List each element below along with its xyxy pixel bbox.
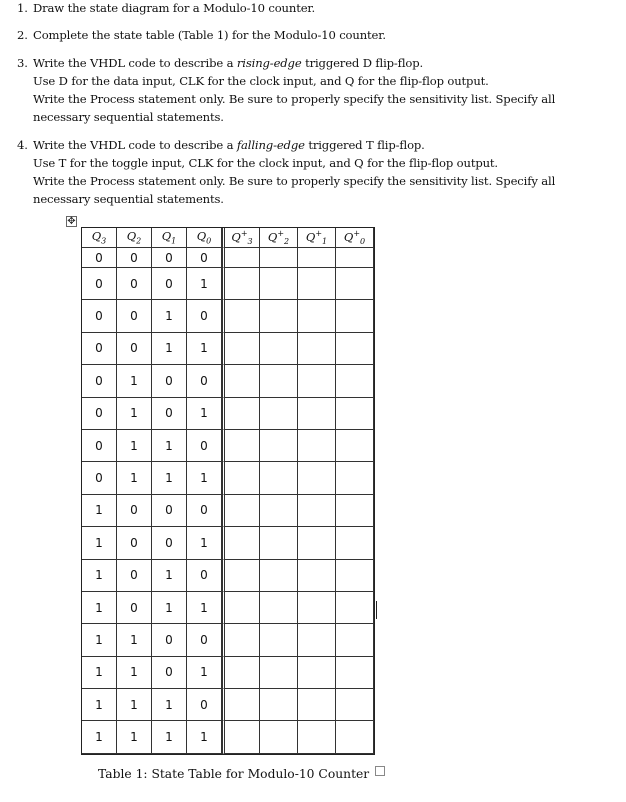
next-state-cell[interactable] bbox=[298, 657, 336, 689]
table-row bbox=[82, 657, 374, 689]
table-row bbox=[82, 300, 374, 332]
next-state-cell[interactable] bbox=[298, 495, 336, 527]
next-state-cell[interactable] bbox=[222, 462, 260, 494]
next-state-cell[interactable] bbox=[260, 268, 298, 300]
next-state-cell[interactable] bbox=[222, 657, 260, 689]
present-state-cell: 0 bbox=[152, 268, 187, 300]
next-state-cell[interactable] bbox=[260, 624, 298, 656]
header-base: Q bbox=[267, 229, 278, 244]
next-state-cell[interactable] bbox=[260, 689, 298, 721]
table-row bbox=[82, 560, 374, 592]
next-state-cell[interactable] bbox=[260, 365, 298, 397]
next-state-cell[interactable] bbox=[260, 398, 298, 430]
present-state-cell: 1 bbox=[82, 721, 117, 753]
next-state-cell[interactable] bbox=[336, 592, 374, 624]
next-state-cell[interactable] bbox=[260, 592, 298, 624]
table-row bbox=[82, 365, 374, 397]
present-state-cell: 0 bbox=[187, 624, 222, 656]
next-state-cell[interactable] bbox=[336, 268, 374, 300]
header-subscript: 3 bbox=[247, 237, 253, 247]
question-text-line-2: Use T for the toggle input, CLK for the clock input, and Q for the flip-flop output. bbox=[33, 156, 498, 170]
header-base: Q bbox=[196, 229, 207, 244]
next-state-cell[interactable] bbox=[336, 721, 374, 753]
text-cursor bbox=[376, 601, 377, 619]
table-row bbox=[82, 721, 374, 753]
present-state-cell: 0 bbox=[117, 300, 152, 332]
present-state-cell: 0 bbox=[117, 560, 152, 592]
present-state-cell: 1 bbox=[152, 333, 187, 365]
next-state-cell[interactable] bbox=[298, 527, 336, 559]
present-state-cell: 1 bbox=[187, 398, 222, 430]
question-number: 1. bbox=[17, 1, 28, 15]
present-state-cell: 1 bbox=[82, 592, 117, 624]
present-state-cell: 0 bbox=[82, 300, 117, 332]
present-state-cell: 1 bbox=[152, 592, 187, 624]
header-subscript: 2 bbox=[136, 236, 142, 246]
table-row bbox=[82, 333, 374, 365]
present-state-cell: 0 bbox=[82, 462, 117, 494]
text-fragment: Write the VHDL code to describe a bbox=[33, 138, 237, 152]
table-resize-handle[interactable] bbox=[375, 766, 385, 776]
header-subscript: 1 bbox=[171, 236, 177, 246]
present-state-cell: 1 bbox=[187, 333, 222, 365]
present-state-cell: 1 bbox=[82, 560, 117, 592]
present-state-cell: 1 bbox=[82, 495, 117, 527]
emphasis-text: rising-edge bbox=[236, 56, 302, 70]
next-state-cell[interactable] bbox=[336, 398, 374, 430]
next-state-cell[interactable] bbox=[222, 333, 260, 365]
next-state-cell[interactable] bbox=[336, 689, 374, 721]
present-state-cell: 1 bbox=[187, 462, 222, 494]
header-subscript: 0 bbox=[206, 236, 212, 246]
present-state-cell: 0 bbox=[152, 365, 187, 397]
present-state-cell: 1 bbox=[117, 398, 152, 430]
question-text-line-2: Use D for the data input, CLK for the clock input, and Q for the flip-flop output. bbox=[33, 74, 489, 88]
next-state-cell[interactable] bbox=[336, 333, 374, 365]
present-state-cell: 0 bbox=[152, 495, 187, 527]
next-state-cell[interactable] bbox=[260, 560, 298, 592]
header-subscript: 3 bbox=[101, 236, 107, 246]
next-state-cell[interactable] bbox=[336, 624, 374, 656]
header-base: Q bbox=[343, 229, 354, 244]
next-state-cell[interactable] bbox=[260, 248, 298, 268]
next-state-cell[interactable] bbox=[222, 495, 260, 527]
table-row bbox=[82, 430, 374, 462]
next-state-cell[interactable] bbox=[222, 268, 260, 300]
column-header bbox=[117, 228, 152, 248]
next-state-cell[interactable] bbox=[260, 657, 298, 689]
header-subscript: 2 bbox=[284, 237, 290, 247]
next-state-cell[interactable] bbox=[222, 300, 260, 332]
header-superscript: + bbox=[277, 228, 285, 238]
next-state-cell[interactable] bbox=[336, 560, 374, 592]
next-state-cell[interactable] bbox=[222, 365, 260, 397]
next-state-cell[interactable] bbox=[222, 721, 260, 753]
header-superscript: + bbox=[240, 228, 248, 238]
next-state-cell[interactable] bbox=[260, 462, 298, 494]
header-base: Q bbox=[161, 229, 172, 244]
next-state-cell[interactable] bbox=[336, 495, 374, 527]
next-state-cell[interactable] bbox=[222, 689, 260, 721]
next-state-cell[interactable] bbox=[298, 300, 336, 332]
present-state-cell: 0 bbox=[187, 365, 222, 397]
column-header bbox=[222, 228, 260, 248]
next-state-cell[interactable] bbox=[260, 495, 298, 527]
emphasis-text: falling-edge bbox=[236, 138, 305, 152]
next-state-cell[interactable] bbox=[222, 624, 260, 656]
next-state-cell[interactable] bbox=[260, 721, 298, 753]
next-state-cell[interactable] bbox=[260, 430, 298, 462]
table-row bbox=[82, 624, 374, 656]
present-state-cell: 0 bbox=[152, 248, 187, 268]
text-fragment: triggered D flip-flop. bbox=[301, 56, 424, 70]
table-row bbox=[82, 268, 374, 300]
present-state-cell: 1 bbox=[117, 721, 152, 753]
present-state-cell: 0 bbox=[117, 248, 152, 268]
present-state-cell: 1 bbox=[82, 624, 117, 656]
present-state-cell: 0 bbox=[82, 398, 117, 430]
next-state-cell[interactable] bbox=[222, 248, 260, 268]
present-state-cell: 0 bbox=[187, 495, 222, 527]
next-state-cell[interactable] bbox=[298, 462, 336, 494]
present-state-cell: 0 bbox=[117, 495, 152, 527]
present-state-cell: 1 bbox=[117, 365, 152, 397]
text-fragment: triggered T flip-flop. bbox=[304, 138, 425, 152]
present-state-cell: 1 bbox=[117, 462, 152, 494]
question-number: 2. bbox=[17, 28, 28, 42]
present-state-cell: 1 bbox=[152, 430, 187, 462]
table-move-handle-icon[interactable]: ✥ bbox=[67, 216, 76, 227]
present-state-cell: 1 bbox=[152, 721, 187, 753]
column-header bbox=[336, 228, 374, 248]
present-state-cell: 0 bbox=[82, 430, 117, 462]
present-state-cell: 0 bbox=[82, 333, 117, 365]
table-row bbox=[82, 592, 374, 624]
next-state-cell[interactable] bbox=[298, 430, 336, 462]
next-state-cell[interactable] bbox=[298, 248, 336, 268]
present-state-cell: 0 bbox=[152, 398, 187, 430]
next-state-cell[interactable] bbox=[260, 527, 298, 559]
next-state-cell[interactable] bbox=[298, 333, 336, 365]
column-header bbox=[152, 228, 187, 248]
present-state-cell: 1 bbox=[82, 657, 117, 689]
state-table[interactable] bbox=[81, 227, 375, 755]
next-state-cell[interactable] bbox=[298, 592, 336, 624]
present-state-cell: 0 bbox=[82, 268, 117, 300]
present-state-cell: 1 bbox=[82, 689, 117, 721]
present-state-cell: 0 bbox=[187, 430, 222, 462]
present-state-cell: 0 bbox=[82, 248, 117, 268]
present-state-cell: 1 bbox=[187, 592, 222, 624]
table-body bbox=[82, 248, 374, 754]
next-state-cell[interactable] bbox=[336, 300, 374, 332]
present-state-cell: 0 bbox=[152, 527, 187, 559]
next-state-cell[interactable] bbox=[222, 398, 260, 430]
table-row bbox=[82, 462, 374, 494]
present-state-cell: 1 bbox=[117, 430, 152, 462]
next-state-cell[interactable] bbox=[336, 430, 374, 462]
header-base: Q bbox=[305, 229, 316, 244]
present-state-cell: 1 bbox=[152, 560, 187, 592]
present-state-cell: 1 bbox=[187, 721, 222, 753]
next-state-cell[interactable] bbox=[260, 300, 298, 332]
question-number: 3. bbox=[17, 56, 28, 70]
present-state-cell: 0 bbox=[117, 592, 152, 624]
table-header-row bbox=[82, 228, 374, 248]
header-subscript: 0 bbox=[360, 237, 366, 247]
next-state-cell[interactable] bbox=[336, 657, 374, 689]
question-text-line-3: Write the Process statement only. Be sure to properly specify the sensitivity list. Specify all necessary sequential statements. bbox=[33, 92, 556, 124]
next-state-cell[interactable] bbox=[222, 592, 260, 624]
table-row bbox=[82, 689, 374, 721]
present-state-cell: 0 bbox=[117, 268, 152, 300]
present-state-cell: 0 bbox=[187, 560, 222, 592]
header-superscript: + bbox=[353, 228, 361, 238]
present-state-cell: 0 bbox=[187, 248, 222, 268]
column-header bbox=[187, 228, 222, 248]
header-subscript: 1 bbox=[322, 237, 328, 247]
present-state-cell: 0 bbox=[152, 624, 187, 656]
next-state-cell[interactable] bbox=[336, 527, 374, 559]
present-state-cell: 0 bbox=[117, 527, 152, 559]
question-text-line-3: Write the Process statement only. Be sure to properly specify the sensitivity list. Specify all necessary sequential statements. bbox=[33, 174, 556, 206]
present-state-cell: 1 bbox=[117, 624, 152, 656]
table-row bbox=[82, 248, 374, 268]
next-state-cell[interactable] bbox=[222, 527, 260, 559]
header-base: Q bbox=[231, 229, 241, 244]
next-state-cell[interactable] bbox=[222, 560, 260, 592]
next-state-cell[interactable] bbox=[260, 333, 298, 365]
question-text-line-1 bbox=[33, 137, 425, 155]
next-state-cell[interactable] bbox=[298, 365, 336, 397]
present-state-cell: 1 bbox=[82, 527, 117, 559]
next-state-cell[interactable] bbox=[298, 268, 336, 300]
present-state-cell: 1 bbox=[152, 689, 187, 721]
text-fragment: Write the VHDL code to describe a bbox=[33, 56, 237, 70]
question-text-line-1 bbox=[33, 55, 423, 73]
present-state-cell: 0 bbox=[117, 333, 152, 365]
table-row bbox=[82, 398, 374, 430]
header-superscript: + bbox=[315, 228, 323, 238]
question-text: Draw the state diagram for a Modulo-10 counter. bbox=[33, 1, 316, 15]
next-state-cell[interactable] bbox=[222, 430, 260, 462]
column-header bbox=[82, 228, 117, 248]
next-state-cell[interactable] bbox=[336, 462, 374, 494]
table-row bbox=[82, 495, 374, 527]
question-number: 4. bbox=[17, 138, 28, 152]
present-state-cell: 1 bbox=[187, 268, 222, 300]
next-state-cell[interactable] bbox=[298, 398, 336, 430]
present-state-cell: 1 bbox=[152, 300, 187, 332]
next-state-cell[interactable] bbox=[298, 624, 336, 656]
header-base: Q bbox=[91, 229, 102, 244]
present-state-cell: 0 bbox=[187, 300, 222, 332]
column-header bbox=[260, 228, 298, 248]
next-state-cell[interactable] bbox=[336, 248, 374, 268]
present-state-cell: 1 bbox=[152, 462, 187, 494]
header-base: Q bbox=[126, 229, 137, 244]
next-state-cell[interactable] bbox=[298, 560, 336, 592]
present-state-cell: 1 bbox=[187, 527, 222, 559]
present-state-cell: 1 bbox=[187, 657, 222, 689]
column-header bbox=[298, 228, 336, 248]
table-caption: Table 1: State Table for Modulo-10 Counter bbox=[98, 767, 370, 781]
present-state-cell: 0 bbox=[82, 365, 117, 397]
next-state-cell[interactable] bbox=[298, 689, 336, 721]
table-row bbox=[82, 527, 374, 559]
present-state-cell: 1 bbox=[117, 657, 152, 689]
present-state-cell: 0 bbox=[152, 657, 187, 689]
next-state-cell[interactable] bbox=[336, 365, 374, 397]
next-state-cell[interactable] bbox=[298, 721, 336, 753]
present-state-cell: 1 bbox=[117, 689, 152, 721]
question-text: Complete the state table (Table 1) for the Modulo-10 counter. bbox=[33, 28, 386, 42]
present-state-cell: 0 bbox=[187, 689, 222, 721]
